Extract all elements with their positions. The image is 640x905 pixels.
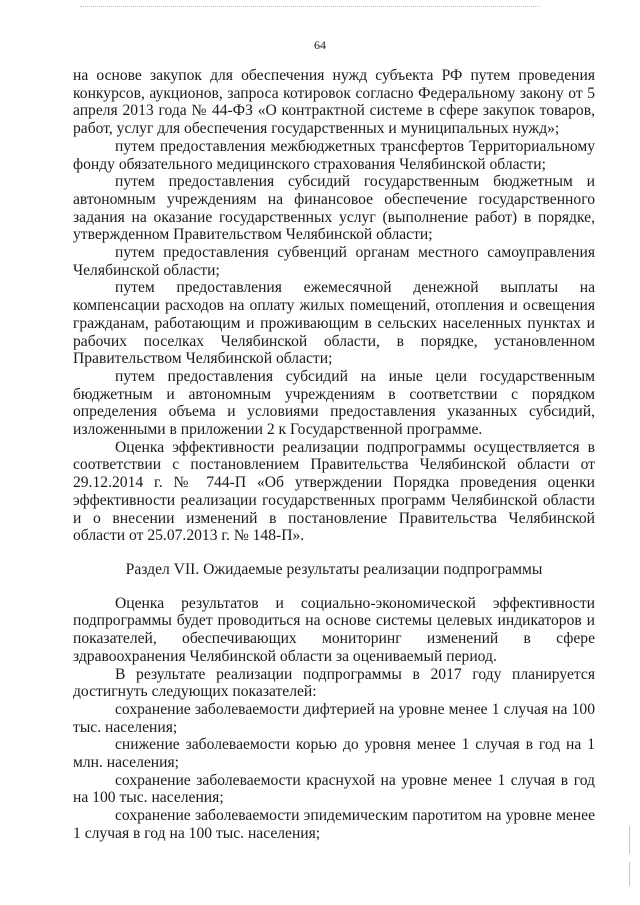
paragraph: путем предоставления субвенций органам местного самоуправления Челябинской области;: [73, 244, 595, 279]
document-body: [73, 67, 595, 843]
paragraph: путем предоставления субсидий государственным бюджетным и автономным учреждениям на финансовое обеспечение государственного задания на оказание государственных услуг (выполнение работ) в порядке, утвержденном Правительством Челябинской области;: [73, 173, 595, 244]
scan-artifact-line: [80, 6, 540, 7]
section-title: Раздел VII. Ожидаемые результаты реализации подпрограммы: [125, 560, 543, 578]
paragraph: Оценка результатов и социально-экономической эффективности подпрограммы будет проводиться на основе системы целевых индикаторов и показателей, обеспечивающих мониторинг изменений в сфере здравоохранения Челябинской области за оцениваемый период.: [73, 594, 595, 665]
list-item: снижение заболеваемости корью до уровня менее 1 случая в год на 1 млн. населения;: [73, 736, 595, 772]
list-item: сохранение заболеваемости краснухой на уровне менее 1 случая в год на 100 тыс. населения;: [73, 771, 595, 807]
page-number: 64: [314, 38, 326, 52]
scan-edge-mark: [629, 826, 630, 854]
paragraph: путем предоставления субсидий на иные цели государственным бюджетным и автономным учреждениям в соответствии с порядком определения объема и условиями предоставления указанных субсидий, изложенными в приложении 2 к Государственной программе.: [73, 367, 595, 439]
scan-edge-mark: [629, 862, 630, 886]
list-item: сохранение заболеваемости эпидемическим паротитом на уровне менее 1 случая в год на 100 тыс. населения;: [73, 807, 595, 842]
paragraph: на основе закупок для обеспечения нужд субъекта РФ путем проведения конкурсов, аукционов, запроса котировок согласно Федеральному закону от 5 апреля 2013 года № 44-ФЗ «О контрактной системе в сфере закупок товаров, работ, услуг для обеспечения государственных и муниципальных нужд»;: [73, 67, 595, 138]
paragraph: путем предоставления межбюджетных трансфертов Территориальному фонду обязательного медицинского страхования Челябинской области;: [73, 137, 595, 173]
paragraph: путем предоставления ежемесячной денежной выплаты на компенсации расходов на оплату жилых помещений, отопления и освещения гражданам, работающим и проживающим в сельских населенных пунктах и рабочих поселках Челябинской области, в порядке, установленном Правительством Челябинской области;: [73, 279, 595, 368]
list-item: сохранение заболеваемости дифтерией на уровне менее 1 случая на 100 тыс. населения;: [73, 700, 595, 736]
paragraph: Оценка эффективности реализации подпрограммы осуществляется в соответствии с постановлением Правительства Челябинской области от 29.12.2014 г. № 744-П «Об утверждении Порядка проведения оценки эффективности реализации государственных программ Челябинской области и о внесении изменений в постановление Правительства Челябинской области от 25.07.2013 г. № 148-П».: [73, 438, 595, 545]
paragraph: В результате реализации подпрограммы в 2017 году планируется достигнуть следующих показателей:: [73, 665, 595, 701]
